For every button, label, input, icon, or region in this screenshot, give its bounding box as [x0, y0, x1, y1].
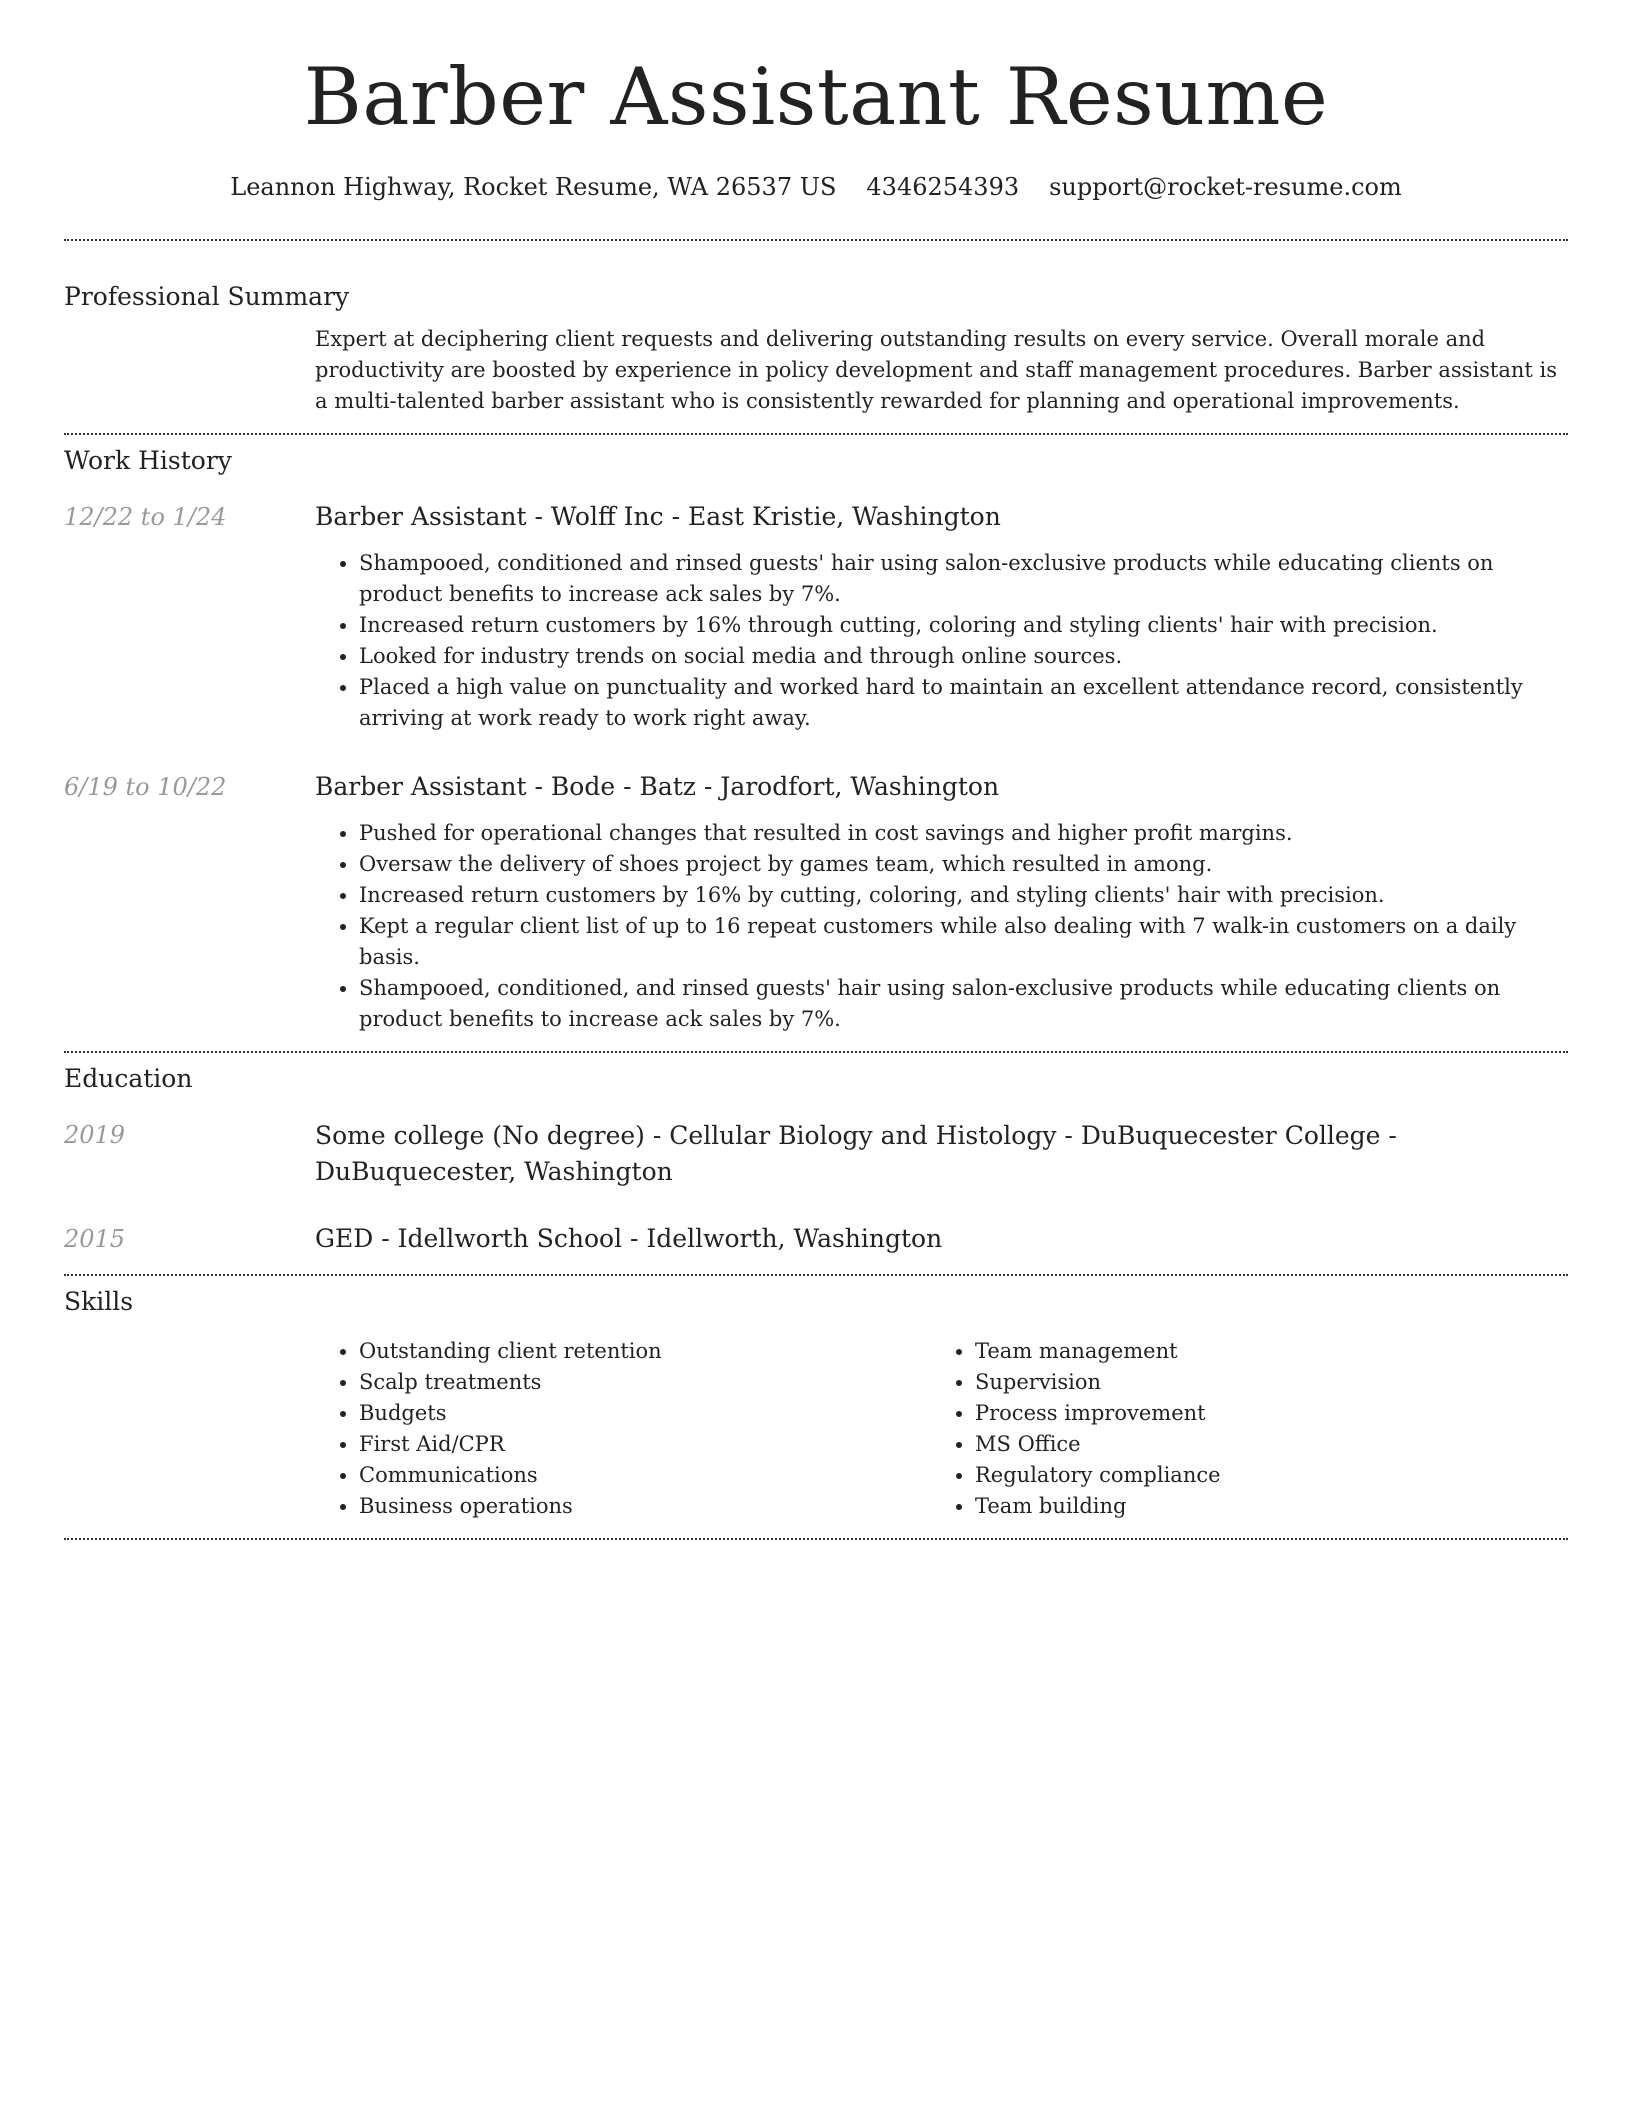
job-dates: 12/22 to 1/24	[64, 503, 227, 531]
list-item: • Regulatory compliance	[975, 1460, 1547, 1491]
section-heading-skills: Skills	[64, 1287, 134, 1316]
list-item: • First Aid/CPR	[359, 1429, 931, 1460]
education-entry	[64, 1222, 1568, 1256]
contact-phone: 4346254393	[866, 173, 1020, 201]
list-item: • Looked for industry trends on social media and through online sources.	[359, 641, 1568, 672]
contact-email: support@rocket-resume.com	[1049, 173, 1402, 201]
summary-text: Expert at deciphering client requests and delivering outstanding results on every service. Overall morale and productivity are boosted by experience in policy development and staff management procedures. Barber assistant is a multi-talented barber assistant who is consistently rewarded for planning and operational improvements.	[315, 327, 1558, 413]
list-item: • Budgets	[359, 1398, 931, 1429]
job-bullets	[315, 548, 1568, 734]
job-title: Barber Assistant - Wolff Inc - East Kristie, Washington	[315, 502, 1001, 531]
education-year: 2015	[64, 1225, 126, 1253]
list-item: • Pushed for operational changes that resulted in cost savings and higher profit margins.	[359, 818, 1568, 849]
skills-list-left	[315, 1336, 931, 1522]
job-entry	[64, 770, 1568, 1035]
contact-line	[64, 171, 1568, 203]
job-title: Barber Assistant - Bode - Batz - Jarodfort, Washington	[315, 772, 1000, 801]
list-item: • Shampooed, conditioned and rinsed guests' hair using salon-exclusive products while educating clients on product benefits to increase ack sales by 7%.	[359, 548, 1568, 610]
list-item: • Communications	[359, 1460, 931, 1491]
summary-section	[64, 281, 1568, 417]
list-item: • Kept a regular client list of up to 16 repeat customers while also dealing with 7 walk-in customers on a daily basis.	[359, 911, 1568, 973]
section-heading-summary: Professional Summary	[64, 282, 350, 311]
divider	[64, 1538, 1568, 1540]
list-item: • Business operations	[359, 1491, 931, 1522]
list-item: • Supervision	[975, 1367, 1547, 1398]
divider	[64, 1051, 1568, 1053]
divider	[64, 239, 1568, 241]
education-text: GED - Idellworth School - Idellworth, Washington	[315, 1224, 943, 1253]
list-item: • Oversaw the delivery of shoes project by games team, which resulted in among.	[359, 849, 1568, 880]
skills-grid	[315, 1336, 1568, 1522]
job-dates: 6/19 to 10/22	[64, 773, 227, 801]
list-item: • Increased return customers by 16% by cutting, coloring, and styling clients' hair with precision.	[359, 880, 1568, 911]
education-year: 2019	[64, 1121, 126, 1149]
section-heading-work: Work History	[64, 446, 232, 475]
work-history-section	[64, 445, 1568, 1035]
resume-title: Barber Assistant Resume	[303, 51, 1329, 143]
divider	[64, 1274, 1568, 1276]
education-entry	[64, 1118, 1568, 1190]
list-item: • Process improvement	[975, 1398, 1547, 1429]
job-bullets	[315, 818, 1568, 1035]
list-item: • MS Office	[975, 1429, 1547, 1460]
list-item: • Team management	[975, 1336, 1547, 1367]
list-item: • Increased return customers by 16% through cutting, coloring and styling clients' hair with precision.	[359, 610, 1568, 641]
skills-list-right	[931, 1336, 1547, 1522]
list-item: • Scalp treatments	[359, 1367, 931, 1398]
skills-section	[64, 1286, 1568, 1522]
education-text: Some college (No degree) - Cellular Biology and Histology - DuBuquecester College - DuBuquecester, Washington	[315, 1121, 1397, 1186]
education-section	[64, 1063, 1568, 1256]
job-entry	[64, 500, 1568, 734]
list-item: • Outstanding client retention	[359, 1336, 931, 1367]
list-item: • Team building	[975, 1491, 1547, 1522]
contact-address: Leannon Highway, Rocket Resume, WA 26537 US	[230, 173, 837, 201]
section-heading-education: Education	[64, 1064, 193, 1093]
divider	[64, 433, 1568, 435]
list-item: • Placed a high value on punctuality and worked hard to maintain an excellent attendance record, consistently arriving at work ready to work right away.	[359, 672, 1568, 734]
list-item: • Shampooed, conditioned, and rinsed guests' hair using salon-exclusive products while educating clients on product benefits to increase ack sales by 7%.	[359, 973, 1568, 1035]
